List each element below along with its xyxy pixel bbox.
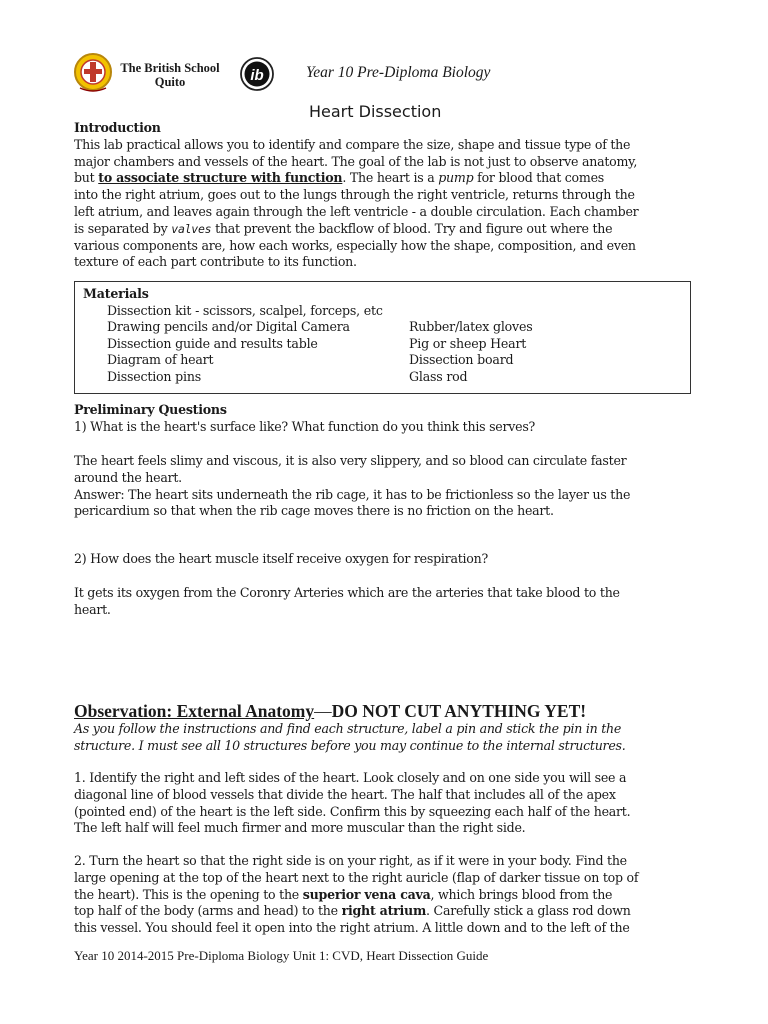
observation-heading <box>74 701 586 722</box>
answer-line: pericardium so that when the rib cage moves there is no friction on the heart. <box>74 503 554 519</box>
right-atrium-term: right atrium <box>341 903 427 919</box>
preliminary-questions <box>74 402 714 436</box>
answer-2 <box>74 585 714 619</box>
school-crest-logo <box>72 52 114 94</box>
intro-text: for blood that comes <box>473 170 604 186</box>
superior-vena-cava-term: superior vena cava <box>302 886 431 902</box>
ib-world-school-icon <box>235 55 279 93</box>
step-line: The left half will feel much firmer and more muscular than the right side. <box>74 820 526 836</box>
materials-item: Dissection board <box>409 352 514 367</box>
instruction-line: structure. I must see all 10 structures before you may continue to the internal structures. <box>74 737 626 753</box>
observation-heading-warning: DO NOT CUT ANYTHING YET! <box>331 701 587 721</box>
materials-item: Glass rod <box>409 369 468 384</box>
answer-line: Answer: The heart sits underneath the rib cage, it has to be frictionless so the layer us the <box>74 486 631 502</box>
step-text: top half of the body (arms and head) to the <box>74 903 342 919</box>
intro-line: various components are, how each works, especially how the shape, composition, and even <box>74 237 636 253</box>
step-line: 2. Turn the heart so that the right side is on your right, as if it were in your body. Find the <box>74 853 627 868</box>
step-2 <box>74 853 714 937</box>
step-1 <box>74 770 714 837</box>
materials-item: Diagram of heart <box>107 352 214 367</box>
crest-icon <box>72 52 114 94</box>
step-line <box>74 887 714 904</box>
intro-text: is separated by <box>74 220 172 236</box>
step-line: diagonal line of blood vessels that divide the heart. The half that includes all of the apex <box>74 786 616 802</box>
materials-item: Dissection pins <box>107 369 202 384</box>
step-text: . Carefully stick a glass rod down <box>426 903 631 919</box>
materials-heading: Materials <box>83 286 149 301</box>
intro-text: that prevent the backflow of blood. Try and figure out where the <box>211 220 613 236</box>
page-title: Heart Dissection <box>309 102 442 121</box>
instruction-line: As you follow the instructions and find each structure, label a pin and stick the pin in the <box>74 721 622 736</box>
materials-item: Rubber/latex gloves <box>409 319 533 334</box>
step-text: the heart). This is the opening to the <box>74 886 303 902</box>
preliminary-heading: Preliminary Questions <box>74 402 227 417</box>
answer-line: heart. <box>74 601 111 617</box>
step-line: this vessel. You should feel it open into the right atrium. A little down and to the left of the <box>74 920 630 936</box>
intro-line: major chambers and vessels of the heart. The goal of the lab is not just to observe anatomy, <box>74 153 638 169</box>
answer-line: It gets its oxygen from the Coronry Arteries which are the arteries that take blood to the <box>74 585 620 600</box>
question-2: 2) How does the heart muscle itself receive oxygen for respiration? <box>74 551 488 566</box>
observation-instructions <box>74 721 714 755</box>
introduction-heading: Introduction <box>74 120 161 135</box>
introduction-section <box>74 120 714 271</box>
school-name-line1: The British School <box>120 61 220 75</box>
materials-item: Dissection kit - scissors, scalpel, forceps, etc <box>107 303 383 318</box>
question-1: 1) What is the heart's surface like? What function do you think this serves? <box>74 418 536 434</box>
pump-emphasis: pump <box>438 170 474 186</box>
intro-line: into the right atrium, goes out to the lungs through the right ventricle, returns through the <box>74 187 635 203</box>
intro-line <box>74 170 714 187</box>
step-line: large opening at the top of the heart next to the right auricle (flap of darker tissue on top of <box>74 869 639 885</box>
structure-function-emphasis: to associate structure with function <box>98 170 343 186</box>
answer-line: around the heart. <box>74 469 182 485</box>
intro-line: texture of each part contribute to its function. <box>74 254 357 270</box>
page-footer: Year 10 2014-2015 Pre-Diploma Biology Unit 1: CVD, Heart Dissection Guide <box>74 948 489 963</box>
observation-heading-title: Observation: External Anatomy <box>74 701 315 721</box>
intro-text: . The heart is a <box>342 170 439 186</box>
materials-box <box>74 281 691 394</box>
step-line <box>74 903 714 920</box>
answer-1 <box>74 453 714 520</box>
intro-text: but <box>74 170 99 186</box>
ib-logo <box>235 55 279 93</box>
materials-item: Dissection guide and results table <box>107 336 318 351</box>
school-name-line2: Quito <box>154 75 186 89</box>
intro-line <box>74 221 714 238</box>
materials-item: Pig or sheep Heart <box>409 336 527 351</box>
materials-item: Drawing pencils and/or Digital Camera <box>107 319 350 334</box>
valves-emphasis: valves <box>171 221 212 236</box>
course-title: Year 10 Pre-Diploma Biology <box>306 64 491 81</box>
step-text: , which brings blood from the <box>430 886 613 902</box>
intro-line: This lab practical allows you to identify and compare the size, shape and tissue type of the <box>74 136 631 152</box>
observation-heading-dash: — <box>314 701 332 721</box>
intro-line: left atrium, and leaves again through the left ventricle - a double circulation. Each chamber <box>74 203 639 219</box>
step-line: (pointed end) of the heart is the left side. Confirm this by squeezing each half of the heart. <box>74 803 631 819</box>
ib-logo-text: ib <box>250 67 264 84</box>
step-line: 1. Identify the right and left sides of the heart. Look closely and on one side you will see a <box>74 770 627 785</box>
answer-line: The heart feels slimy and viscous, it is also very slippery, and so blood can circulate faster <box>74 453 627 468</box>
